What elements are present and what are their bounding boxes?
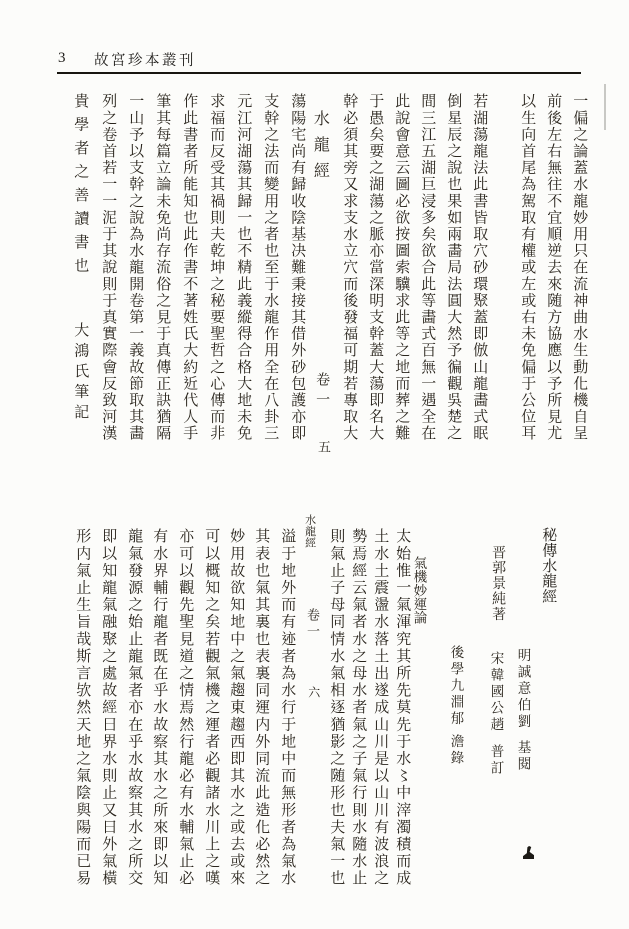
page-number: 3	[58, 50, 66, 66]
attribution-name: 明誠意伯劉	[515, 648, 531, 731]
author-signature: 大鴻氏筆記	[72, 322, 89, 425]
series-title: 故宮珍本叢刊	[94, 53, 196, 69]
text-column: 形内氣止生旨哉斯言欤然天地之氣陰與陽而已易	[74, 528, 91, 888]
text-column: 筆其每篇立論未免尚存流俗之見于真傳正訣猶隔	[154, 93, 171, 442]
text-column: 幹必須其旁又求支水立穴而後發福可期若專取大	[341, 93, 358, 442]
text-column: 倒星辰之說也果如兩畵局法圓大然予徧觀吳楚之	[445, 93, 462, 442]
text-column: 前後左右無往不宜順逆去來随方協應以予所見尤	[545, 93, 562, 442]
text-column: 則氣止子母同情水氣相逐猶影之随形也夫氣一也	[328, 528, 345, 888]
author-column: 晋郭景純著	[490, 545, 506, 622]
closing-remark-column: 貴學者之善讀書也	[72, 93, 89, 281]
folio-juan-label: 卷一	[314, 372, 330, 412]
text-column: 可以概知之矣若觀氣機之運者必觀諸水川上之嘆	[203, 528, 220, 888]
book-title: 秘傳水龍經	[540, 527, 557, 604]
attribution-role: 普訂	[488, 744, 504, 777]
text-column: 若湖蕩龍法此書皆取穴砂環聚蓋即倣山龍畵式眠	[471, 93, 488, 442]
attribution-role: 基閱	[515, 740, 531, 773]
attribution-name: 宋韓國公趙	[488, 651, 504, 734]
attribution-role: 澹錄	[448, 734, 464, 767]
text-column: 支幹之法而變用之者也至于水龍作用全在八卦三	[262, 93, 279, 442]
text-column: 有水界輔行龍者既在乎水故察其水之所來即以知	[151, 528, 168, 888]
header-rule	[57, 72, 581, 74]
folio-number: 六	[306, 686, 321, 698]
text-column: 勢焉經云氣者水之母水者氣之子氣行則水隨水止	[350, 528, 367, 888]
folio-book-title: 水龍經	[303, 514, 316, 549]
text-column: 蕩陽宅尚有歸收陰基决難秉接其借外砂包護亦即	[289, 93, 306, 442]
text-column: 妙用故欲知地中之氣趨東趨西即其水之或去或來	[228, 528, 245, 888]
text-column: 求福而反受其禍則夫乾坤之秘要聖哲之心傳而非	[208, 93, 225, 442]
text-column: 即以知龍氣融聚之處故經曰界水則止又曰外氣橫	[100, 528, 117, 888]
text-column: 土水土震盪水落土出遂成山川是以山川有波浪之	[372, 528, 389, 888]
attribution-name: 後學九淵郁	[448, 645, 464, 728]
text-column: 間三江五湖巨浸多矣欲合此等畵式百無一遇全在	[419, 93, 436, 442]
text-column: 以生向首尾為駕取有權或左或右未免偏于公位耳	[519, 93, 536, 442]
ink-blot-mark	[523, 846, 534, 859]
text-column: 一山予以支幹之說為水龍開卷第一義故節取其畵	[127, 93, 144, 442]
text-column: 太始惟一氣渾究其所先莫先于水〻中滓濁積而成	[394, 528, 411, 888]
folio-number: 五	[315, 440, 331, 453]
text-column: 此說會意云圖必欲按圖索驥求此等之地而葬之難	[393, 93, 410, 442]
text-column: 其表也氣其裏也表裏同運内外同流此造化必然之	[253, 528, 270, 888]
folio-juan-label: 卷一	[304, 608, 320, 640]
folio-book-title: 水龍經	[311, 110, 329, 188]
text-column: 列之卷首若一一泥于其說則于真實際會反致河漢	[100, 93, 117, 442]
text-column: 于愚矣要之湖蕩之脈亦當深明支幹蓋大蕩即名大	[367, 93, 384, 442]
scan-artifact	[604, 84, 606, 130]
text-column: 一偏之論蓋水龍妙用只在流神曲水生動化機自呈	[571, 93, 588, 442]
text-column: 元江河湖蕩其歸一也不精此義縱得合格大地未免	[235, 93, 252, 442]
text-column: 溢于地外而有迹者為水行于地中而無形者為氣水	[279, 528, 296, 888]
text-column: 亦可以觀先聖見道之情焉然行龍必有水輔氣止必	[177, 528, 194, 888]
text-column: 龍氣發源之始止龍氣者亦在乎水故察其水之所交	[126, 528, 143, 888]
section-title: 氣機妙運論	[411, 556, 427, 625]
text-column: 作此書者所能知也此作書不著姓氏大約近代人手	[181, 93, 198, 442]
